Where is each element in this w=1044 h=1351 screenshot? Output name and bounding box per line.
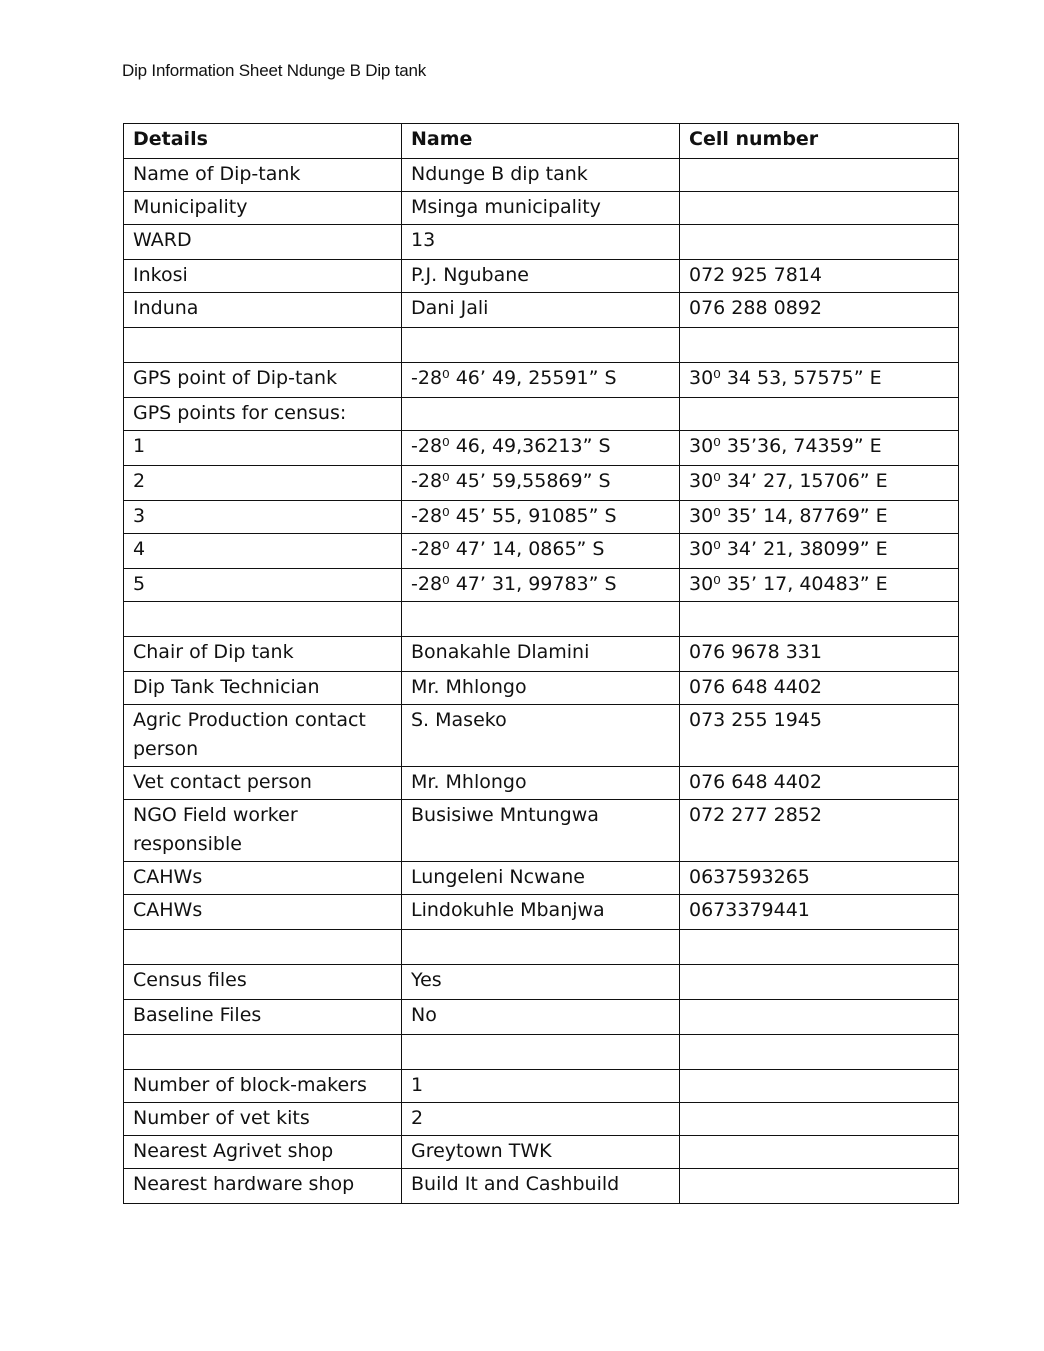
cell-number-cell (680, 1000, 959, 1035)
name-cell: -28⁰ 45’ 59,55869” S (402, 466, 680, 501)
table-row (124, 965, 959, 1000)
cell-number-cell: 073 255 1945 (680, 705, 959, 767)
detail-cell: Name of Dip-tank (124, 159, 402, 192)
cell-number-cell: 30⁰ 34’ 27, 15706” E (680, 466, 959, 501)
table-row (124, 672, 959, 705)
table-row (124, 767, 959, 800)
dip-info-table (123, 123, 959, 1204)
table-row (124, 705, 959, 767)
table-row (124, 328, 959, 363)
detail-cell: Municipality (124, 192, 402, 225)
cell-number-cell: 0637593265 (680, 862, 959, 895)
name-cell: Mr. Mhlongo (402, 672, 680, 705)
page-title: Dip Information Sheet Ndunge B Dip tank (122, 61, 427, 80)
name-cell: Build It and Cashbuild (402, 1169, 680, 1204)
table-row (124, 637, 959, 672)
cell-number-cell (680, 225, 959, 260)
name-cell: Busisiwe Mntungwa (402, 800, 680, 862)
table-row (124, 895, 959, 930)
detail-cell: NGO Field worker responsible (124, 800, 402, 862)
table-row-blank (124, 1035, 959, 1070)
detail-cell: Induna (124, 293, 402, 328)
cell-number-cell: 0673379441 (680, 895, 959, 930)
name-cell: Msinga municipality (402, 192, 680, 225)
name-cell: Dani Jali (402, 293, 680, 328)
name-cell (402, 398, 680, 431)
name-cell: Lindokuhle Mbanjwa (402, 895, 680, 930)
detail-cell (124, 930, 402, 965)
cell-number-cell: 076 648 4402 (680, 767, 959, 800)
name-cell (402, 1035, 680, 1070)
detail-cell: GPS points for census: (124, 398, 402, 431)
table-row (124, 534, 959, 569)
name-cell: Bonakahle Dlamini (402, 637, 680, 672)
table-row (124, 800, 959, 862)
detail-cell: 2 (124, 466, 402, 501)
table-row (124, 363, 959, 398)
table-row (124, 1000, 959, 1035)
name-cell: Lungeleni Ncwane (402, 862, 680, 895)
detail-cell: 3 (124, 501, 402, 534)
table-row (124, 1070, 959, 1103)
table-row (124, 159, 959, 192)
name-cell: S. Maseko (402, 705, 680, 767)
cell-number-cell (680, 1169, 959, 1204)
name-cell: -28⁰ 47’ 31, 99783” S (402, 569, 680, 602)
cell-number-cell: 076 9678 331 (680, 637, 959, 672)
name-cell: P.J. Ngubane (402, 260, 680, 293)
detail-cell: WARD (124, 225, 402, 260)
table-row-blank (124, 602, 959, 637)
cell-number-cell (680, 1136, 959, 1169)
name-cell: Yes (402, 965, 680, 1000)
cell-number-cell: 30⁰ 34 53, 57575” E (680, 363, 959, 398)
detail-cell: Number of block-makers (124, 1070, 402, 1103)
header-details: Details (124, 124, 402, 159)
cell-number-cell: 30⁰ 35’ 14, 87769” E (680, 501, 959, 534)
name-cell: -28⁰ 45’ 55, 91085” S (402, 501, 680, 534)
table-row (124, 1103, 959, 1136)
name-cell: -28⁰ 46’ 49, 25591” S (402, 363, 680, 398)
table-row (124, 225, 959, 260)
table-header-row (124, 124, 959, 159)
cell-number-cell (680, 328, 959, 363)
cell-number-cell (680, 1035, 959, 1070)
cell-number-cell: 30⁰ 35’36, 74359” E (680, 431, 959, 466)
cell-number-cell: 076 648 4402 (680, 672, 959, 705)
table-row (124, 569, 959, 602)
table-row (124, 501, 959, 534)
table-row (124, 1136, 959, 1169)
name-cell: 1 (402, 1070, 680, 1103)
name-cell (402, 602, 680, 637)
cell-number-cell: 072 277 2852 (680, 800, 959, 862)
cell-number-cell: 30⁰ 34’ 21, 38099” E (680, 534, 959, 569)
detail-cell: Census files (124, 965, 402, 1000)
detail-cell: Dip Tank Technician (124, 672, 402, 705)
table-row (124, 260, 959, 293)
cell-number-cell (680, 930, 959, 965)
detail-cell: Number of vet kits (124, 1103, 402, 1136)
cell-number-cell (680, 1103, 959, 1136)
cell-number-cell (680, 965, 959, 1000)
table-row (124, 293, 959, 328)
cell-number-cell (680, 159, 959, 192)
table-row-blank (124, 930, 959, 965)
detail-cell: Nearest Agrivet shop (124, 1136, 402, 1169)
table-row (124, 398, 959, 431)
cell-number-cell: 076 288 0892 (680, 293, 959, 328)
detail-cell (124, 1035, 402, 1070)
detail-cell (124, 328, 402, 363)
cell-number-cell (680, 1070, 959, 1103)
table-row (124, 862, 959, 895)
table-row (124, 192, 959, 225)
detail-cell: Inkosi (124, 260, 402, 293)
name-cell: Ndunge B dip tank (402, 159, 680, 192)
detail-cell: Chair of Dip tank (124, 637, 402, 672)
cell-number-cell: 072 925 7814 (680, 260, 959, 293)
header-cell-number: Cell number (680, 124, 959, 159)
detail-cell: Nearest hardware shop (124, 1169, 402, 1204)
name-cell: 13 (402, 225, 680, 260)
cell-number-cell (680, 192, 959, 225)
name-cell (402, 930, 680, 965)
table-row (124, 1169, 959, 1204)
detail-cell: Agric Production contact person (124, 705, 402, 767)
detail-cell: Baseline Files (124, 1000, 402, 1035)
detail-cell: 1 (124, 431, 402, 466)
name-cell: Greytown TWK (402, 1136, 680, 1169)
detail-cell (124, 602, 402, 637)
detail-cell: 4 (124, 534, 402, 569)
cell-number-cell (680, 602, 959, 637)
name-cell: Mr. Mhlongo (402, 767, 680, 800)
detail-cell: 5 (124, 569, 402, 602)
name-cell: No (402, 1000, 680, 1035)
name-cell: -28⁰ 46, 49,36213” S (402, 431, 680, 466)
detail-cell: CAHWs (124, 862, 402, 895)
cell-number-cell (680, 398, 959, 431)
table-row (124, 431, 959, 466)
name-cell: 2 (402, 1103, 680, 1136)
header-name: Name (402, 124, 680, 159)
name-cell: -28⁰ 47’ 14, 0865” S (402, 534, 680, 569)
cell-number-cell: 30⁰ 35’ 17, 40483” E (680, 569, 959, 602)
detail-cell: CAHWs (124, 895, 402, 930)
detail-cell: GPS point of Dip-tank (124, 363, 402, 398)
detail-cell: Vet contact person (124, 767, 402, 800)
table-row (124, 466, 959, 501)
name-cell (402, 328, 680, 363)
